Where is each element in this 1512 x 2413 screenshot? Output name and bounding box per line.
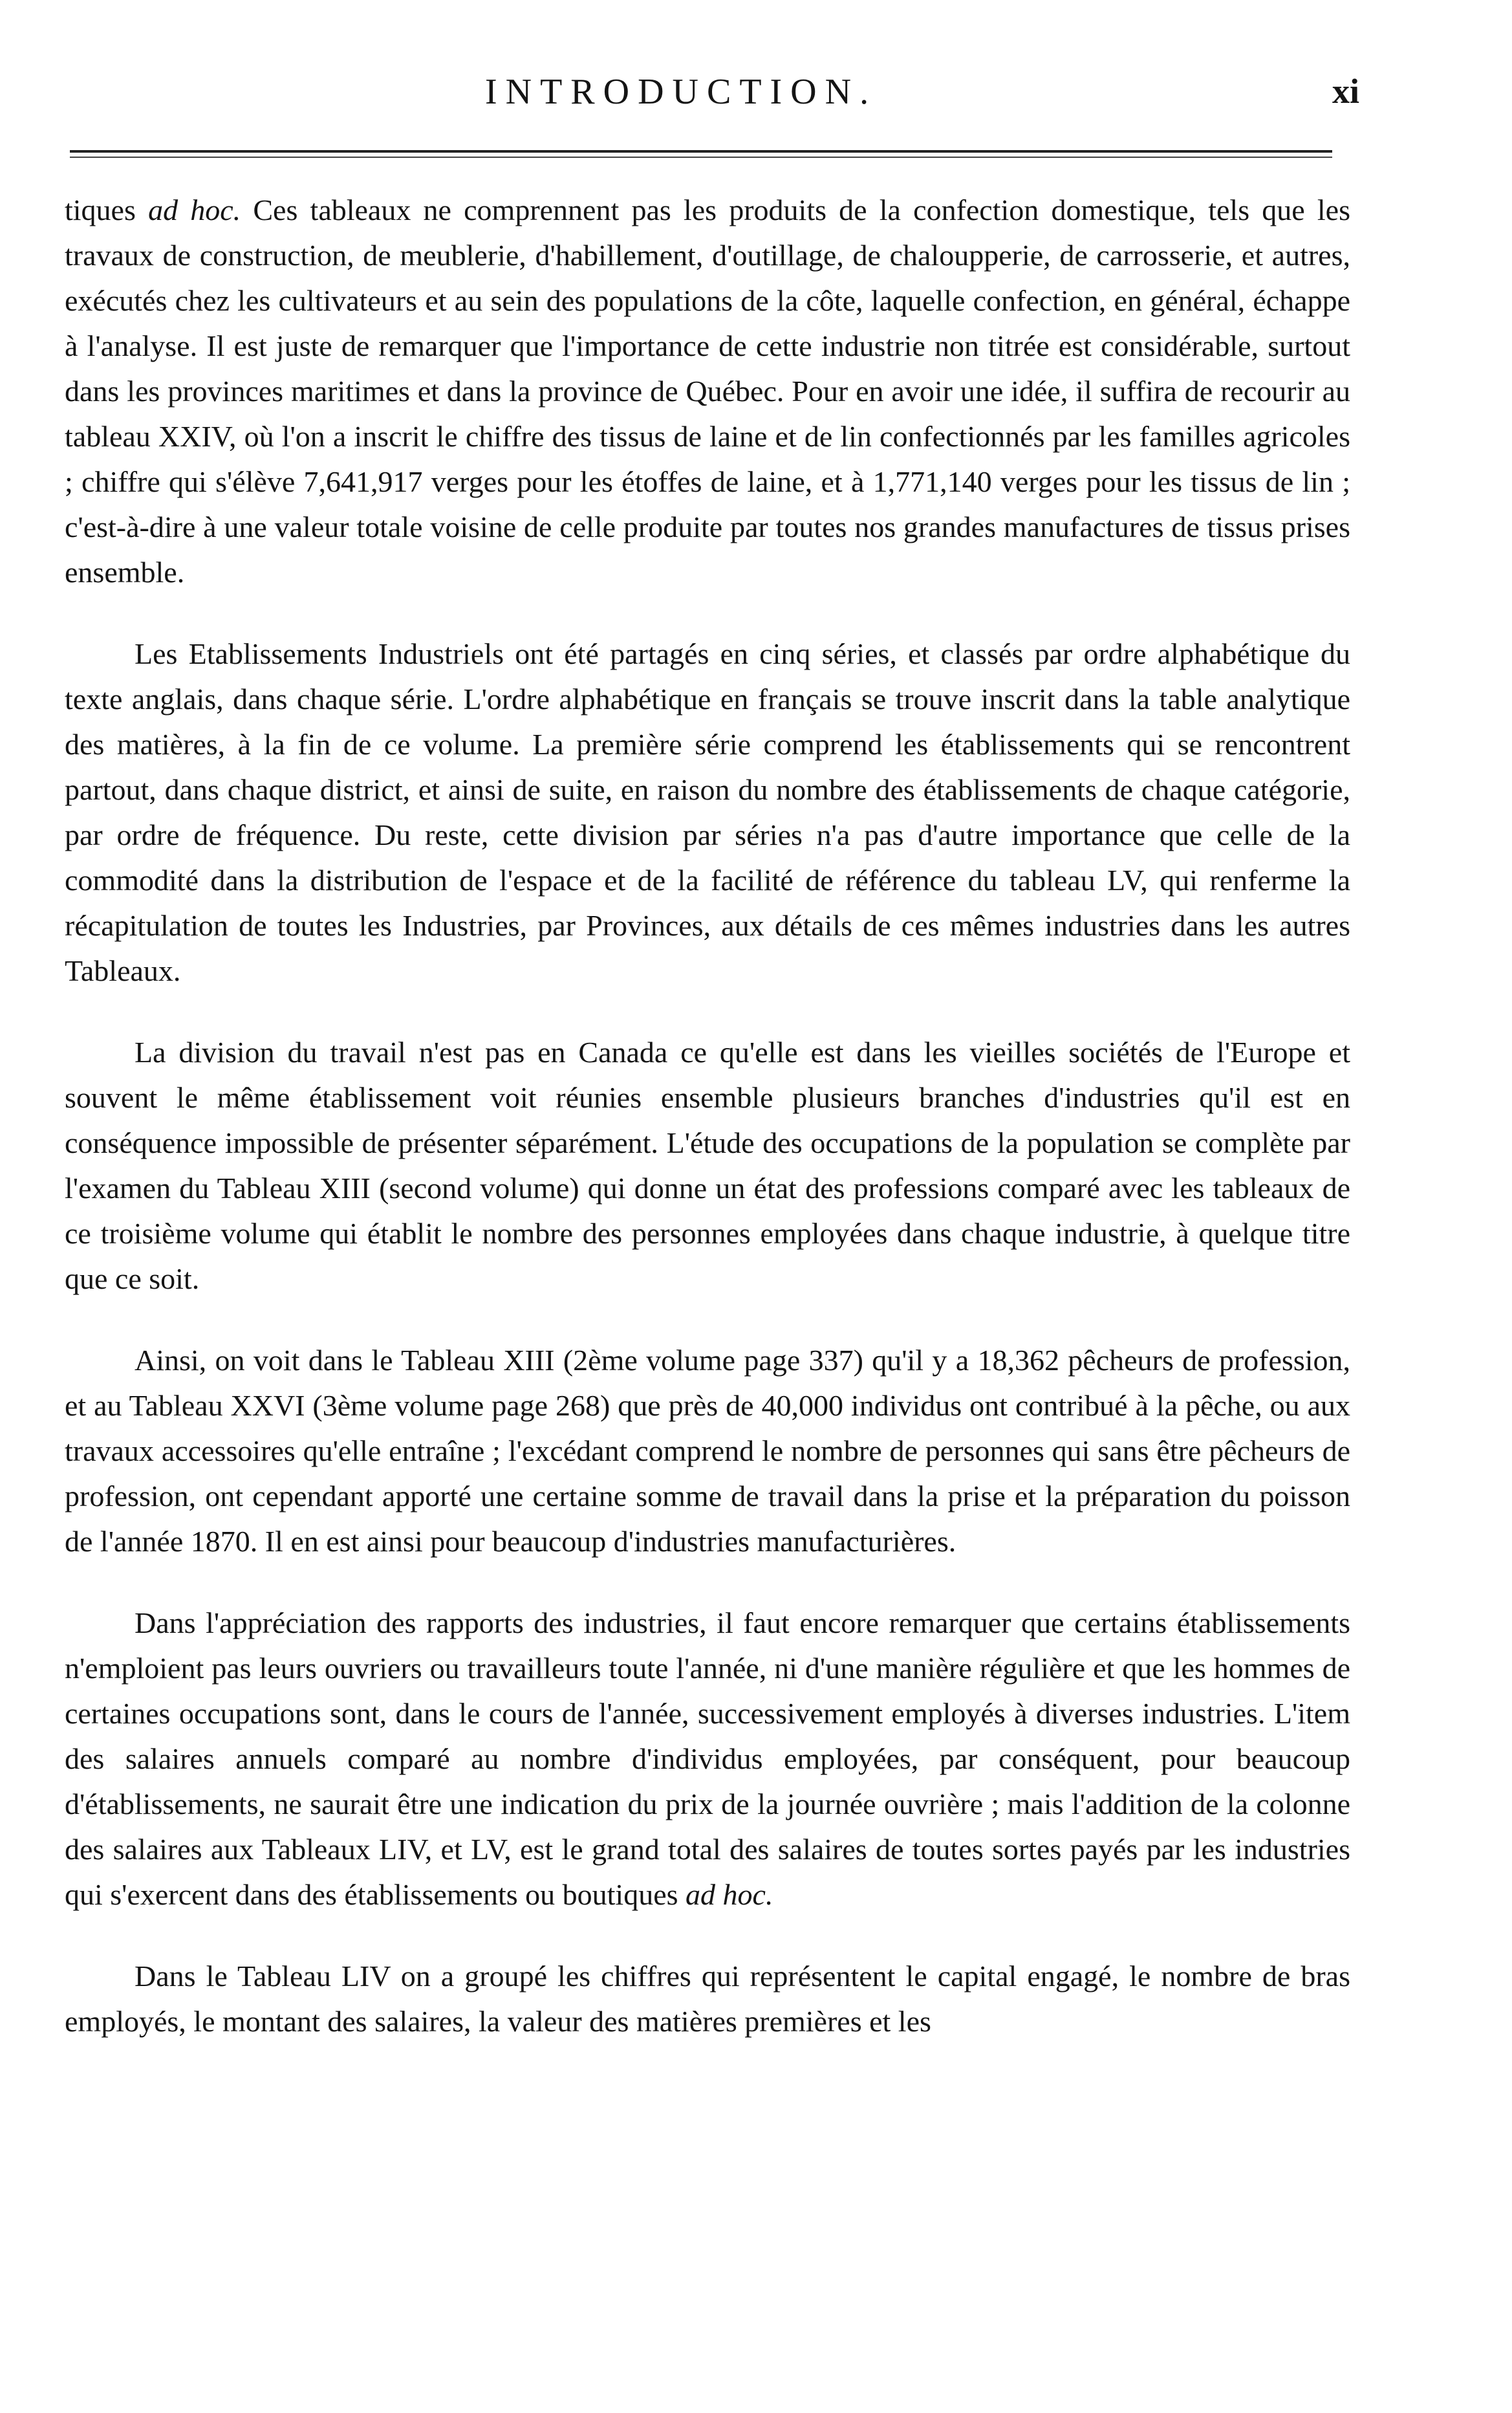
paragraph-4-text: Ainsi, on voit dans le Tableau XIII (2ème volume page 337) qu'il y a 18,362 pêcheurs de profession, et au Tableau XXVI (3ème volume page 268) que près de 40,000 individus ont contribué à la pêche, ou aux travaux accessoires qu'elle entraîne ; l'excédant comprend le nombre de personnes qui sans être pêcheurs de profession, ont cependant apporté une certaine somme de travail dans la prise et la préparation du poisson de l'année 1870. Il en est ainsi pour beaucoup d'industries manufacturières. — [65, 1344, 1350, 1558]
paragraph-2 — [65, 631, 1350, 994]
paragraph-1-italic-ad-hoc: ad hoc. — [148, 193, 241, 226]
paragraph-5 — [65, 1600, 1350, 1917]
paragraph-4 — [65, 1338, 1350, 1564]
paragraph-6-text: Dans le Tableau LIV on a groupé les chiffres qui représentent le capital engagé, le nombre de bras employés, le montant des salaires, la valeur des matières premières et les — [65, 1960, 1350, 2038]
paragraph-1 — [65, 188, 1350, 595]
paragraph-3 — [65, 1030, 1350, 1302]
paragraph-5-italic-ad-hoc: ad hoc. — [686, 1878, 773, 1911]
header-rule — [70, 150, 1332, 153]
document-page — [65, 0, 1358, 2413]
page-header — [65, 71, 1358, 123]
paragraph-6 — [65, 1954, 1350, 2044]
header-rule-thin — [70, 157, 1332, 158]
page-number: xi — [1332, 72, 1359, 111]
running-title: INTRODUCTION. — [485, 72, 878, 112]
paragraph-3-text: La division du travail n'est pas en Canada ce qu'elle est dans les vieilles sociétés de l'Europe et souvent le même établissement voit réunies ensemble plusieurs branches d'industries qu'il est en conséquence impossible de présenter séparément. L'étude des occupations de la population se complète par l'examen du Tableau XIII (second volume) qui donne un état des professions comparé avec les tableaux de ce troisième volume qui établit le nombre des personnes employées dans chaque industrie, à quelque titre que ce soit. — [65, 1036, 1350, 1295]
paragraph-5-text-a: Dans l'appréciation des rapports des industries, il faut encore remarquer que certains établissements n'emploient pas leurs ouvriers ou travailleurs toute l'année, ni d'une manière régulière et que les hommes de certaines occupations sont, dans le cours de l'année, successivement employés à diverses industries. L'item des salaires annuels comparé au nombre d'individus employées, par conséquent, pour beaucoup d'établissements, ne saurait être une indication du prix de la journée ouvrière ; mais l'addition de la colonne des salaires aux Tableaux LIV, et LV, est le grand total des salaires de toutes sortes payés par les industries qui s'exercent dans des établissements ou boutiques — [65, 1606, 1350, 1911]
paragraph-1-text-b: Ces tableaux ne comprennent pas les produits de la confection domestique, tels que les travaux de construction, de meublerie, d'habillement, d'outillage, de chaloupperie, de carrosserie, et autres, exécutés chez les cultivateurs et au sein des populations de la côte, laquelle confection, en général, échappe à l'analyse. Il est juste de remarquer que l'importance de cette industrie non titrée est considérable, surtout dans les provinces maritimes et dans la province de Québec. Pour en avoir une idée, il suffira de recourir au tableau XXIV, où l'on a inscrit le chiffre des tissus de laine et de lin confectionnés par les familles agricoles ; chiffre qui s'élève 7,641,917 verges pour les étoffes de laine, et à 1,771,140 verges pour les tissus de lin ; c'est-à-dire à une valeur totale voisine de celle produite par toutes nos grandes manufactures de tissus prises ensemble. — [65, 193, 1350, 589]
body-text — [65, 188, 1350, 2080]
paragraph-2-text: Les Etablissements Industriels ont été partagés en cinq séries, et classés par ordre alphabétique du texte anglais, dans chaque série. L'ordre alphabétique en français se trouve inscrit dans la table analytique des matières, à la fin de ce volume. La première série comprend les établissements qui se rencontrent partout, dans chaque district, et ainsi de suite, en raison du nombre des établissements de chaque catégorie, par ordre de fréquence. Du reste, cette division par séries n'a pas d'autre importance que celle de la commodité dans la distribution de l'espace et de la facilité de référence du tableau LV, qui renferme la récapitulation de toutes les Industries, par Provinces, aux détails de ces mêmes industries dans les autres Tableaux. — [65, 637, 1350, 987]
paragraph-1-text-a: tiques — [65, 193, 149, 226]
